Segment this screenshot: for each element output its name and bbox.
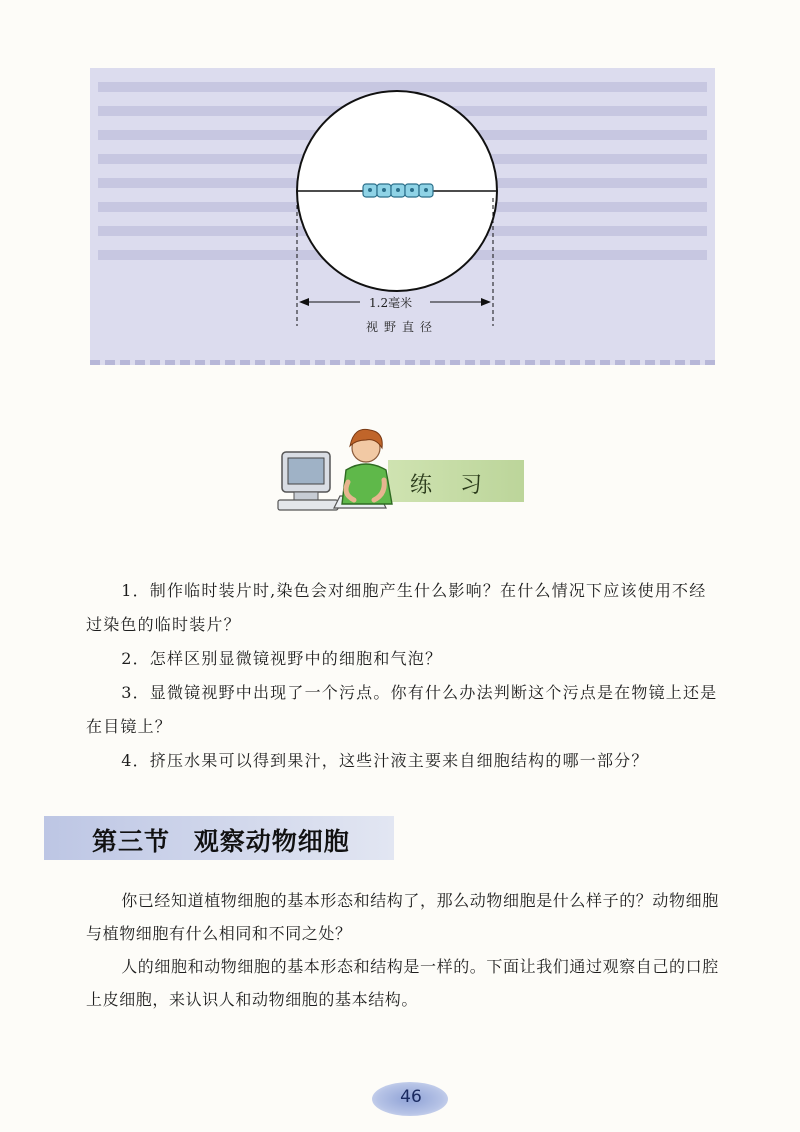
question-item: 2．怎样区别显微镜视野中的细胞和气泡？: [121, 649, 443, 668]
field-of-view-diagram: [90, 68, 715, 360]
section-body: [86, 884, 722, 1016]
arrow-right-icon: [481, 298, 491, 306]
scale-label: 1.2毫米: [365, 294, 416, 311]
arrow-left-icon: [299, 298, 309, 306]
question-item: 3．显微镜视野中出现了一个污点。你有什么办法判断这个污点是在物镜上还是在目镜上？: [86, 683, 718, 736]
figure-caption: 视野直径: [366, 320, 439, 334]
section-heading: 第三节 观察动物细胞: [92, 827, 350, 856]
exercise-questions: [86, 574, 722, 778]
cell-chain: [363, 184, 433, 197]
question-item: 4．挤压水果可以得到果汁，这些汁液主要来自细胞结构的哪一部分？: [121, 751, 649, 770]
body-paragraph: 人的细胞和动物细胞的基本形态和结构是一样的。下面让我们通过观察自己的口腔上皮细胞，来认识人和动物细胞的基本结构。: [86, 957, 719, 1009]
student-at-computer-icon: [270, 418, 410, 528]
page-number: 46: [400, 1087, 422, 1107]
question-item: 1．制作临时装片时,染色会对细胞产生什么影响？在什么情况下应该使用不经过染色的临时装片？: [86, 581, 707, 634]
body-paragraph: 你已经知道植物细胞的基本形态和结构了，那么动物细胞是什么样子的？动物细胞与植物细胞有什么相同和不同之处？: [86, 891, 719, 943]
exercise-title: 练习: [410, 473, 511, 498]
